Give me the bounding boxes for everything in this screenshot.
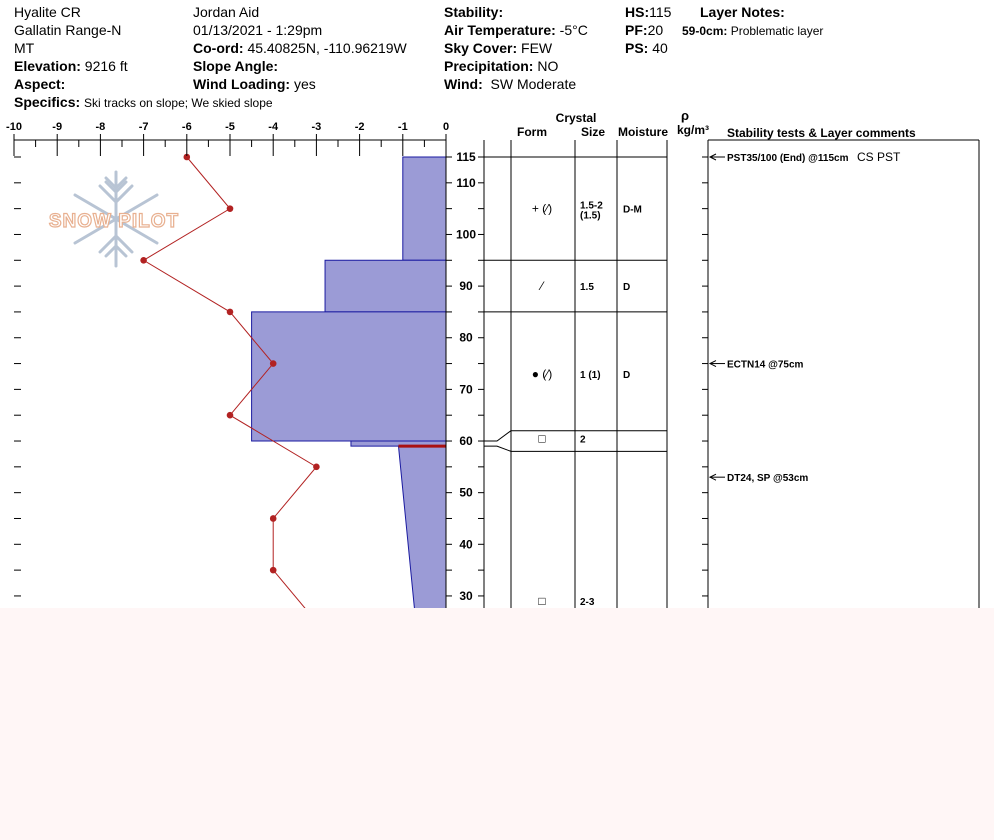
- temp-point-1: [227, 205, 234, 212]
- precip-label: Precipitation:: [444, 58, 534, 74]
- temp-point-2: [140, 257, 147, 264]
- y-tick-label: 40: [459, 537, 473, 552]
- temp-point-5: [227, 412, 234, 419]
- test-text-1: ECTN14 @75cm: [727, 359, 804, 371]
- test-text-2: DT24, SP @53cm: [727, 473, 809, 485]
- hardness-profile: [252, 157, 446, 622]
- wind-value: SW Moderate: [490, 76, 577, 92]
- y-tick-label: 70: [459, 382, 473, 397]
- layer-size-1: 1.5: [580, 282, 594, 294]
- precip-value: NO: [537, 58, 559, 74]
- layer-form-1: ⁄: [540, 279, 544, 294]
- test-note-0: CS PST: [857, 150, 901, 164]
- snowpilot-logo: [49, 172, 179, 266]
- x-tick-label: -3: [311, 121, 322, 133]
- ps-value: 40: [652, 40, 668, 56]
- moisture-header: Moisture: [617, 125, 669, 139]
- temp-point-8: [270, 567, 277, 574]
- y-tick-label: 80: [459, 330, 473, 345]
- layer-form-4: □: [538, 594, 546, 609]
- hardness-layer-0: [403, 157, 446, 260]
- layer-table: [484, 108, 979, 608]
- wind-label: Wind:: [444, 76, 483, 92]
- layer-form-2: ● (⁄): [531, 366, 553, 381]
- layer-size-secondary-0: (1.5): [580, 210, 601, 222]
- hs-value: 115: [649, 4, 672, 20]
- layer-connector: [484, 446, 511, 451]
- range-name: Gallatin Range-N: [14, 22, 122, 38]
- specifics-label: Specifics:: [14, 94, 81, 110]
- hardness-layer-1: [325, 260, 446, 312]
- temp-point-3: [227, 309, 234, 316]
- air-temp-label: Air Temperature:: [444, 22, 556, 38]
- hs-label: HS:: [625, 4, 650, 20]
- x-tick-label: -8: [95, 121, 106, 133]
- y-tick-label: 115: [456, 150, 476, 164]
- density-unit: kg/m³: [676, 123, 710, 137]
- layer-moisture-2: D: [623, 369, 631, 381]
- layer-size-4: 2-3: [580, 597, 595, 609]
- layer-connector: [484, 431, 511, 441]
- layer-form-0: + (⁄): [531, 201, 553, 216]
- layer-size-2: 1 (1): [580, 369, 601, 381]
- layer-notes-title: Layer Notes:: [700, 4, 785, 20]
- layer-moisture-0: D-M: [623, 204, 642, 216]
- coord-label: Co-ord:: [193, 40, 244, 56]
- coord-value: 45.40825N, -110.96219W: [247, 40, 407, 56]
- layer-size-3: 2: [580, 434, 586, 446]
- temp-point-6: [313, 464, 320, 471]
- x-tick-label: -6: [181, 121, 192, 133]
- x-tick-label: -4: [268, 121, 279, 133]
- x-tick-label: 0: [442, 121, 450, 133]
- x-tick-label: -1: [397, 121, 408, 133]
- x-tick-label: -5: [225, 121, 235, 133]
- temperature-axis: [6, 121, 449, 156]
- y-tick-label: 60: [459, 434, 473, 449]
- wind-loading-label: Wind Loading:: [193, 76, 291, 92]
- layer-form-3: □: [538, 431, 546, 446]
- height-axis: [446, 140, 708, 622]
- y-tick-label: 100: [455, 227, 477, 242]
- bottom-blank-area: [0, 608, 994, 840]
- stability-label: Stability:: [444, 4, 504, 20]
- location-name: Hyalite CR: [14, 4, 81, 20]
- observer-name: Jordan Aid: [193, 4, 260, 20]
- pf-label: PF:: [625, 22, 648, 38]
- layer-size-0: 1.5-2: [580, 200, 603, 212]
- specifics-value: Ski tracks on slope; We skied slope: [84, 96, 273, 110]
- slope-label: Slope Angle:: [193, 58, 279, 74]
- crystal-header: Crystal: [555, 111, 597, 125]
- x-tick-label: -7: [138, 121, 149, 133]
- x-tick-label: -10: [6, 121, 22, 133]
- stability-comments-header: Stability tests & Layer comments: [727, 126, 916, 140]
- x-tick-label: -2: [354, 121, 365, 133]
- pf-value: 20: [647, 22, 664, 38]
- temp-point-4: [270, 360, 277, 367]
- aspect-label: Aspect:: [14, 76, 66, 92]
- density-symbol: ρ: [680, 108, 690, 123]
- elevation-label: Elevation:: [14, 58, 81, 74]
- sky-cover-label: Sky Cover:: [444, 40, 518, 56]
- test-text-0: PST35/100 (End) @115cm: [727, 153, 849, 164]
- sky-cover-value: FEW: [521, 40, 553, 56]
- layer-note-text: Problematic layer: [730, 24, 824, 38]
- logo-text: SNOW PILOT: [48, 211, 180, 232]
- date-time: 01/13/2021 - 1:29pm: [193, 22, 323, 38]
- hardness-layer-2: [252, 312, 446, 441]
- y-tick-label: 90: [459, 279, 473, 294]
- elevation-value: 9216 ft: [84, 58, 128, 74]
- y-tick-label: 110: [456, 175, 476, 190]
- y-tick-label: 50: [459, 485, 473, 500]
- air-temp-value: -5°C: [559, 22, 588, 38]
- stability-tests: [710, 150, 901, 484]
- left-axis-ticks: [14, 157, 21, 622]
- form-header: Form: [517, 125, 547, 139]
- y-tick-label: 30: [459, 588, 473, 603]
- size-header: Size: [580, 125, 606, 139]
- temp-point-7: [270, 515, 277, 522]
- layer-note-depth: 59-0cm:: [682, 24, 728, 38]
- state-name: MT: [14, 40, 35, 56]
- wind-loading-value: yes: [293, 76, 316, 92]
- layer-moisture-1: D: [623, 282, 631, 294]
- hardness-layer-4: [398, 446, 446, 622]
- ps-label: PS:: [625, 40, 649, 56]
- x-tick-label: -9: [52, 121, 63, 133]
